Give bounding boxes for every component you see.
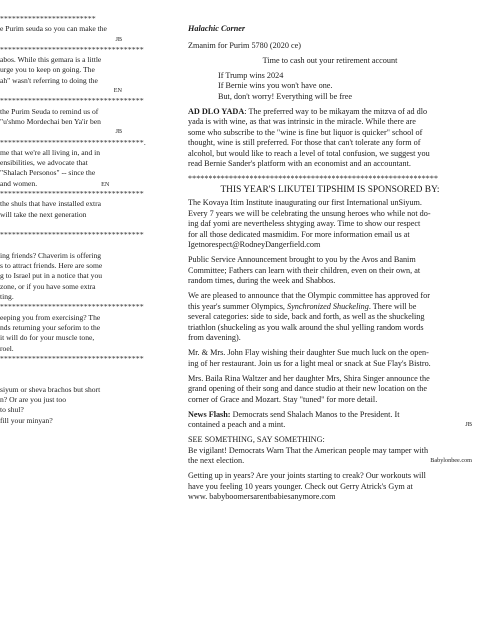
paragraph-line: Democrats send Shalach Manos to the President. It xyxy=(230,409,400,419)
column-text-line xyxy=(0,65,178,75)
line-text: the Purim Seuda to remind us of xyxy=(0,106,99,116)
column-text-line xyxy=(0,24,178,34)
star-divider: ************************************************************* xyxy=(188,174,439,183)
line-text: e Purim seuda so you can make the xyxy=(0,24,107,34)
line-text: nds returning your seforim to the xyxy=(0,322,101,332)
zmanim-subtitle: Zmanim for Purim 5780 (2020 ce) xyxy=(188,40,302,50)
author-initials: JB xyxy=(115,35,122,43)
paragraph-line: some who subscribe to the "wine is fine but liquor is quicker" school of xyxy=(188,127,423,137)
column-text-line xyxy=(0,261,178,271)
column-text-line xyxy=(0,251,178,261)
timeline-item: If Bernie wins you won't have one. xyxy=(218,81,333,90)
column-text-line xyxy=(0,292,178,302)
line-text: n? Or are you just too xyxy=(0,394,67,404)
paragraph-line: Be vigilant! Democrats Warn That the American people may tamper with xyxy=(188,445,429,455)
column-text-line xyxy=(0,385,178,395)
gym-paragraph xyxy=(188,471,472,503)
line-text: the shuls that have installed extra xyxy=(0,199,102,209)
email-address: Igetnorespect@RodneyDangerfield.com xyxy=(188,240,321,249)
column-text-line xyxy=(0,55,178,65)
ad-dlo-yada-label: AD DLO YADA xyxy=(188,106,245,116)
column-text-line xyxy=(0,271,178,281)
column-text-line xyxy=(0,76,178,86)
timeline-heading: Time to cash out your retirement account xyxy=(262,55,398,65)
paragraph-line: this year's summer Olympics, xyxy=(188,301,288,311)
paragraph-line: : The preferred way to be mikayam the mitzva of ad dlo xyxy=(244,106,428,116)
paragraph-line: random times, during the week and Shabbos. xyxy=(188,276,336,285)
line-text: and women. xyxy=(0,178,38,188)
spacer xyxy=(0,241,178,251)
paragraph-line: Mrs. Baila Rina Waltzer and her daughter Mrs, Shira Singer announce the xyxy=(188,373,430,383)
star-divider: ************************************ xyxy=(0,230,144,240)
paragraph-line: read Bernie Sander's platform with an economist and an accountant. xyxy=(188,159,411,168)
website-url: www. babyboomersarentbabiesanymore.com xyxy=(188,492,336,501)
paragraph-line: grand opening of their song and dance studio at their new location on the xyxy=(188,384,427,393)
kovaya-paragraph xyxy=(188,198,472,251)
line-text: urge you to keep on going. The xyxy=(0,65,95,75)
column-text-line xyxy=(0,395,178,405)
line-text: ing friends? Chaverim is offering xyxy=(0,250,102,260)
paragraph-line: Committee; Fathers can learn with their children, even on their own, at xyxy=(188,265,421,275)
star-divider: ************************************ xyxy=(0,189,144,199)
paragraph-line: from davening). xyxy=(188,333,241,342)
line-text: to shul? xyxy=(0,405,24,415)
line-text: me that we're all living in, and in xyxy=(0,147,101,157)
paragraph-line: Every 7 years we will be celebrating the unsung heroes who while not do- xyxy=(188,208,431,218)
sponsor-heading: THIS YEAR'S LIKUTEI TIPSHIM IS SPONSORED BY: xyxy=(220,184,440,195)
timeline-item: But, don't worry! Everything will be free xyxy=(218,91,353,101)
news-flash-paragraph xyxy=(188,410,472,431)
spacer xyxy=(0,374,178,384)
line-text: siyum or sheva brachos but short xyxy=(0,384,101,394)
column-text-line xyxy=(0,168,178,178)
column-text-line xyxy=(0,148,178,158)
paragraph-line: corner of Grace and Mozart. Stay "tuned" for more detail. xyxy=(188,394,378,404)
paragraph-line: triathlon (shuckeling as you walk around the shul yelling random words xyxy=(188,322,424,332)
paragraph-line: several categories: side to side, back and forth, as well as the shuckeling xyxy=(188,312,425,321)
spacer xyxy=(0,220,178,230)
line-text: roel. xyxy=(0,343,14,353)
paragraph-line: Public Service Announcement brought to you by the Avos and Banim xyxy=(188,255,416,264)
paragraph-line: alcohol, but would like to reach a level of total confusion, we suggest you xyxy=(188,148,430,158)
line-text: eeping you from exercising? The xyxy=(0,312,101,322)
line-text: ah" wasn't referring to doing the xyxy=(0,75,98,85)
star-divider: ************************************ xyxy=(0,96,144,106)
see-something-paragraph xyxy=(188,435,472,467)
column-text-line xyxy=(0,107,178,117)
column-text-line xyxy=(0,313,178,323)
line-text: fill your minyan? xyxy=(0,415,53,425)
paragraph-line: have you feeling 10 years younger. Check out Gerry Atrick's Gym at xyxy=(188,481,413,491)
paragraph-line: thought, wine is still preferred. For those that can't tolerate any form of xyxy=(188,138,421,147)
line-text: ensibilities, we advocate that xyxy=(0,158,88,168)
star-divider: ************************************ xyxy=(0,44,144,54)
paragraph-line: for all those dedicated masmidim. For more information email us at xyxy=(188,229,410,239)
line-text: g to Israel put in a notice that you xyxy=(0,271,103,281)
line-text: will take the next generation xyxy=(0,209,87,219)
event-name: Synchronized Shuckeling xyxy=(287,301,369,311)
olympics-paragraph xyxy=(188,291,472,344)
paragraph-line: Mr. & Mrs. John Flay wishing their daughter Sue much luck on the open- xyxy=(188,348,429,357)
paragraph-line: contained a peach and a mint. xyxy=(188,420,286,429)
timeline-list xyxy=(188,71,472,103)
column-text-line xyxy=(0,333,178,343)
column-text-line xyxy=(0,210,178,220)
author-initials: EN xyxy=(113,87,122,95)
column-text-line xyxy=(0,344,178,354)
star-divider: ************************************ xyxy=(0,302,144,312)
line-text: "u'shmo Mordechai ben Ya'ir ben xyxy=(0,116,101,126)
waltzer-paragraph xyxy=(188,374,472,406)
section-title: Halachic Corner xyxy=(188,24,246,33)
column-text-line xyxy=(0,405,178,415)
line-text: zone, or if you have some extra xyxy=(0,281,96,291)
column-text-line xyxy=(0,416,178,426)
right-column xyxy=(188,24,472,507)
author-initials: EN xyxy=(101,180,110,188)
line-text: abos. While this gemara is a little xyxy=(0,55,102,65)
left-column xyxy=(0,14,178,614)
paragraph-line: The Kovaya Itim Institute inaugurating our first International unSiyum. xyxy=(188,198,422,207)
paragraph-line: ing daf yomi are nevertheless shtyging away. Time to show our respect xyxy=(188,219,421,228)
column-text-line xyxy=(0,117,178,127)
paragraph-line: Getting up in years? Are your joints starting to creak? Our workouts will xyxy=(188,471,426,480)
column-text-line xyxy=(0,282,178,292)
line-text: it will do for your muscle tone, xyxy=(0,333,95,343)
paragraph-line: . There will be xyxy=(368,301,417,311)
line-text: ting. xyxy=(0,292,14,302)
paragraph-line: yada is with wine, as that was intrinsic in the miracle. While there are xyxy=(188,117,416,126)
column-text-line xyxy=(0,199,178,209)
psa-paragraph xyxy=(188,255,472,287)
star-divider: ************************ xyxy=(0,14,96,23)
line-text: "Shalach Personos" -- since the xyxy=(0,168,96,178)
paragraph-line: ing of her restaurant. Join us for a light meal or snack at Sue Flay's Bistro. xyxy=(188,358,431,368)
column-text-line xyxy=(0,158,178,168)
author-initials: JB xyxy=(465,421,472,428)
source-credit: Babylonbee.com xyxy=(430,457,472,464)
ad-dlo-yada-paragraph xyxy=(188,107,472,170)
paragraph-line: the next election. xyxy=(188,456,245,465)
flay-paragraph xyxy=(188,348,472,369)
spacer xyxy=(0,364,178,374)
star-divider: ************************************ xyxy=(0,353,144,363)
line-text: s to attract friends. Here are some xyxy=(0,261,103,271)
news-flash-label: News Flash: xyxy=(188,409,231,419)
paragraph-line: We are pleased to announce that the Olympic committee has approved for xyxy=(188,291,430,300)
column-text-line xyxy=(0,323,178,333)
author-initials: JB xyxy=(115,128,122,136)
paragraph-heading: SEE SOMETHING, SAY SOMETHING: xyxy=(188,435,325,444)
star-divider: ************************************. xyxy=(0,137,146,147)
timeline-item: If Trump wins 2024 xyxy=(218,70,284,80)
column-text-line xyxy=(0,179,178,189)
